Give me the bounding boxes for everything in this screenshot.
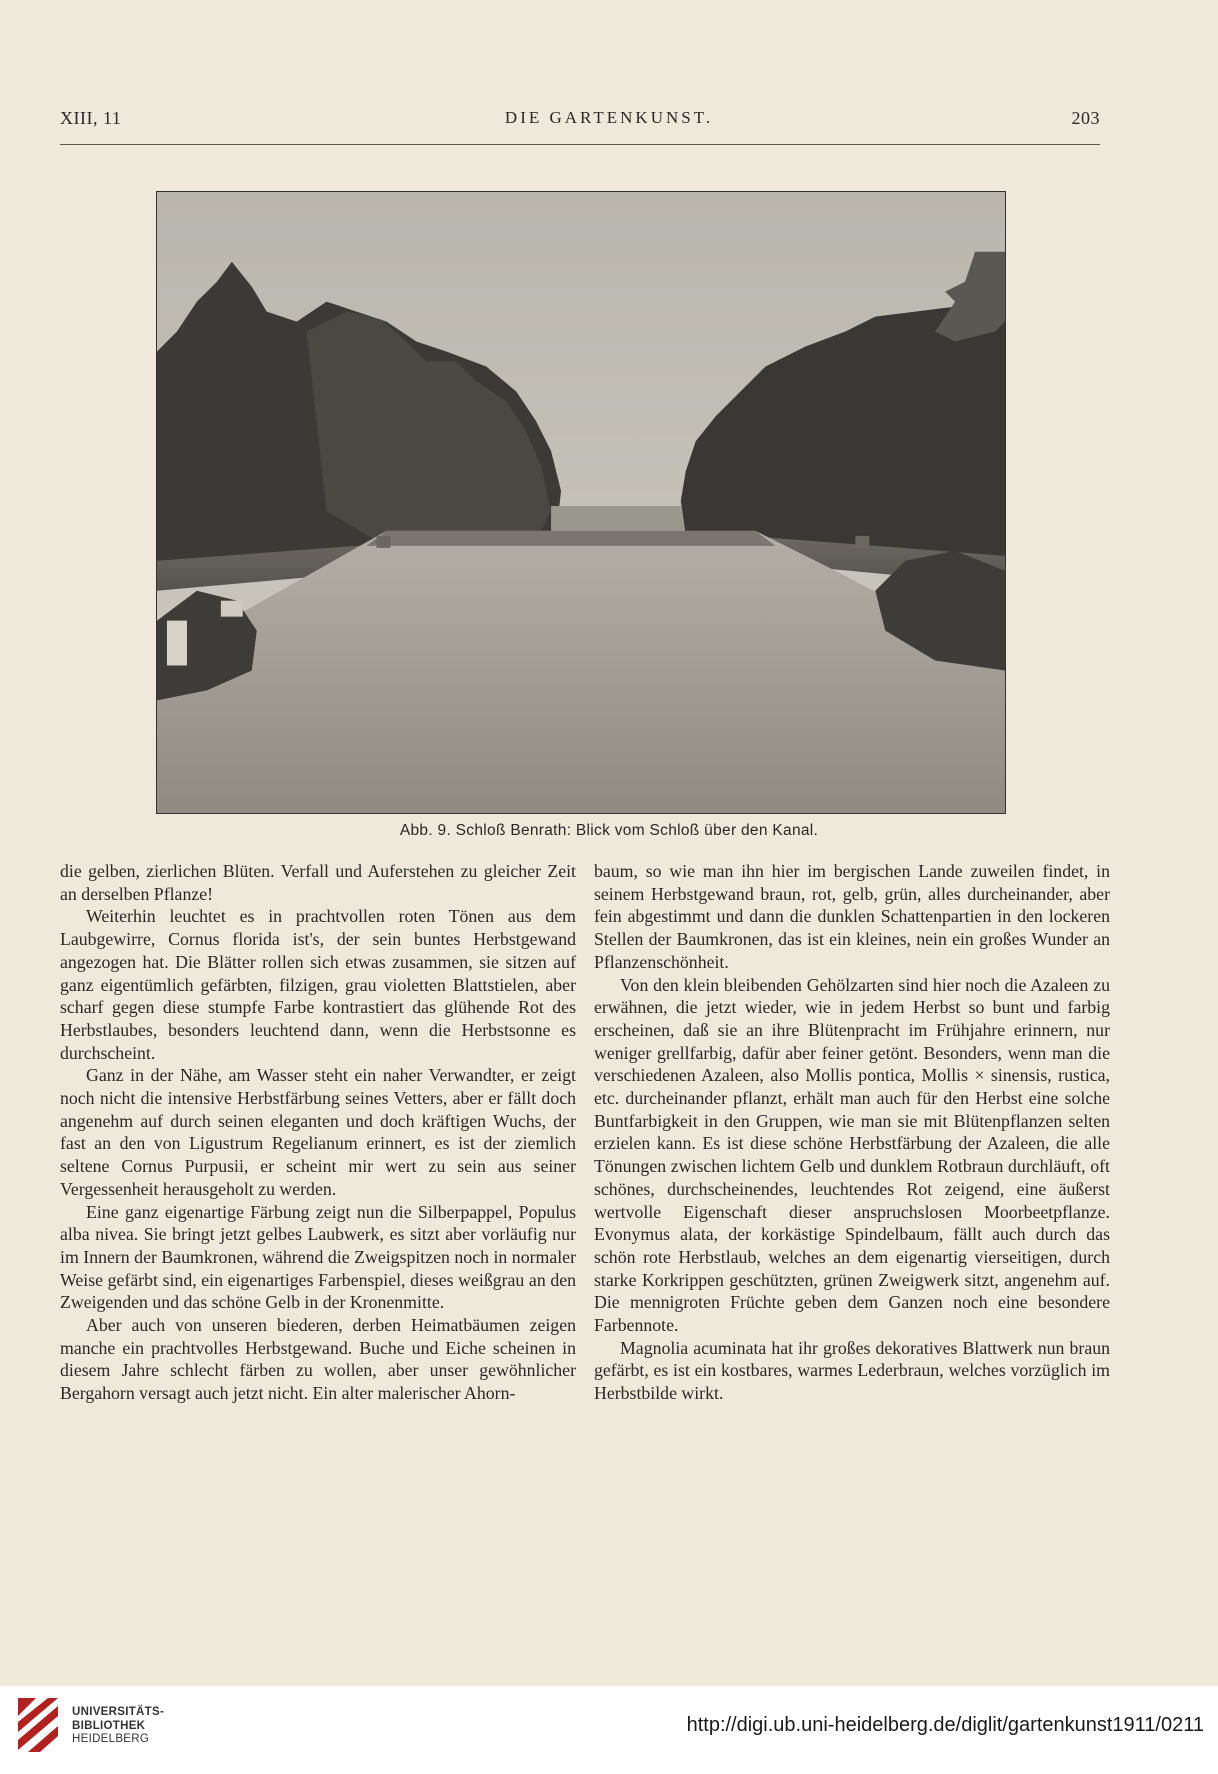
photograph-canal-view bbox=[156, 191, 1006, 814]
source-url-link[interactable]: http://digi.ub.uni-heidelberg.de/diglit/gartenkunst1911/0211 bbox=[686, 1714, 1204, 1736]
paragraph: baum, so wie man ihn hier im bergischen Lande zuweilen findet, in seinem Herbstgewand braun, rot, gelb, grün, alles durcheinander, aber fein abgestimmt und dann die dunklen Schattenpartien in den lockeren Stellen der Baumkronen, das ist ein kleines, nein ein großes Wunder an Pflanzenschönheit. bbox=[594, 861, 1110, 972]
text-column-right bbox=[594, 860, 1110, 1405]
page-number: 203 bbox=[1071, 108, 1100, 128]
library-name-line: BIBLIOTHEK bbox=[72, 1719, 146, 1732]
paragraph: Weiterhin leuchtet es in prachtvollen roten Tönen aus dem Laubgewirre, Cornus florida ist's, der sein buntes Herbstgewand angezogen hat. Die Blätter rollen sich etwas zusammen, sie sitzen auf ganz eigentümlich gefärbten, filzigen, grau violetten Blattstielen, aber scharf gegen diese stumpfe Farbe kontrastiert das glühende Rot des Herbstlaubes, besonders leuchtend dann, wenn die Herbstsonne es durchscheint. bbox=[60, 906, 576, 1063]
photograph-drawing bbox=[157, 192, 1005, 813]
paragraph: Aber auch von unseren biederen, derben Heimatbäumen zeigen manche ein prachtvolles Herbstgewand. Buche und Eiche scheinen in diesem Jahre schlecht färben zu wollen, aber unser gewöhnlicher Bergahorn versagt auch jetzt nicht. Ein alter malerischer Ahorn- bbox=[60, 1315, 576, 1404]
figure-caption: Abb. 9. Schloß Benrath: Blick vom Schloß über den Kanal. bbox=[399, 822, 819, 839]
library-name-line: HEIDELBERG bbox=[72, 1733, 150, 1745]
digitization-footer bbox=[0, 1686, 1218, 1774]
running-header-title: DIE GARTENKUNST. bbox=[504, 108, 714, 127]
header-rule bbox=[60, 144, 1100, 145]
running-header-volume: XIII, 11 bbox=[60, 108, 122, 128]
library-name-line: UNIVERSITÄTS- bbox=[72, 1706, 165, 1718]
paragraph: Eine ganz eigenartige Färbung zeigt nun die Silberpappel, Populus alba nivea. Sie bringt jetzt gelbes Laubwerk, es sitzt aber vorläufig nur im Innern der Baumkronen, während die Zweigspitzen noch in normaler Weise gefärbt sind, ein eigenartiges Farbenspiel, dieses weißgrau an den Zweigenden und das schöne Gelb in der Kronenmitte. bbox=[60, 1201, 576, 1313]
paragraph: Von den klein bleibenden Gehölzarten sind hier noch die Azaleen zu erwähnen, die jetzt wieder, wie in jedem Herbst so bunt und farbig erscheinen, daß sie an ihre Blütenpracht im Frühjahre erinnern, nur weniger grellfarbig, dafür aber feiner getönt. Besonders, wenn man die verschiedenen Azaleen, also Mollis pontica, Mollis × sinensis, rustica, etc. durcheinander pflanzt, erhält man auch für den Herbst eine solche Buntfarbigkeit in den Gruppen, wie man sie mit Blütenpflanzen selten erzielen kann. Es ist diese schöne Herbstfärbung der Azaleen, die alle Tönungen zwischen lichtem Gelb und dunklem Rotbraun durchläuft, oft schönes, durchscheinendes, leuchtendes Rot zeigend, eine äußerst wertvolle Eigenschaft dieser anspruchslosen Moorbeetpflanze. Evonymus alata, der korkästige Spindelbaum, fällt auch durch das schön rote Herbstlaub, welches an dem eigenartig vierseitigen, durch starke Korkrippen geschützten, grünen Zweigwerk sitzt, angenehm auf. Die mennigroten Früchte geben dem Ganzen noch eine besondere Farbennote. bbox=[594, 974, 1110, 1336]
text-column-left bbox=[60, 860, 576, 1405]
paragraph: Ganz in der Nähe, am Wasser steht ein naher Verwandter, er zeigt noch nicht die intensive Herbstfärbung seines Vetters, aber er fällt doch angenehm auf durch seinen eleganten und doch kräftigen Wuchs, der fast an den von Ligustrum Regelianum erinnert, es ist der ziemlich seltene Cornus Purpusii, er scheint mir wert zu sein aus seiner Vergessenheit herausgeholt zu werden. bbox=[60, 1065, 576, 1199]
paragraph: die gelben, zierlichen Blüten. Verfall und Auferstehen zu gleicher Zeit an derselben Pflanze! bbox=[60, 861, 576, 904]
library-logo-icon bbox=[14, 1694, 64, 1756]
paragraph: Magnolia acuminata hat ihr großes dekoratives Blattwerk nun braun gefärbt, es ist ein kostbares, warmes Lederbraun, welches vorzüglich im Herbstbilde wirkt. bbox=[594, 1337, 1110, 1404]
library-name bbox=[72, 1706, 164, 1747]
